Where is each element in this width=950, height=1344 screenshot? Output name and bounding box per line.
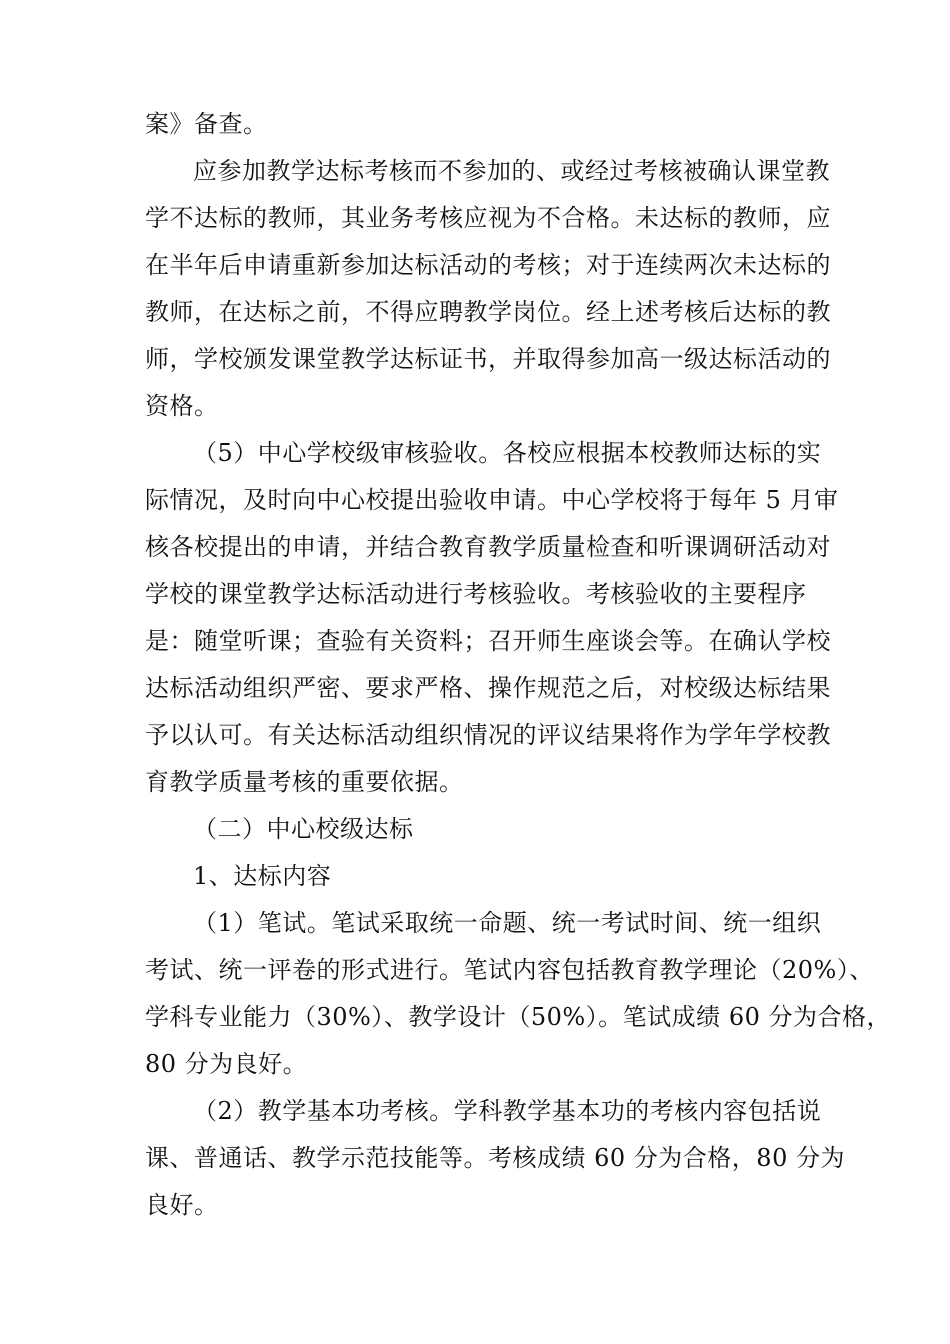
paragraph-first-line: （1）笔试。笔试采取统一命题、统一考试时间、统一组织: [193, 909, 822, 937]
paragraph-first-line: （5）中心学校级审核验收。各校应根据本校教师达标的实: [193, 439, 822, 467]
text-line: 课、普通话、教学示范技能等。考核成绩 60 分为合格，80 分为: [145, 1144, 845, 1172]
text-line: 80 分为良好。: [145, 1050, 308, 1078]
paragraph-first-line: 应参加教学达标考核而不参加的、或经过考核被确认课堂教: [193, 157, 830, 185]
text-line: 案》备查。: [145, 110, 268, 138]
text-line: 教师，在达标之前，不得应聘教学岗位。经上述考核后达标的教: [145, 298, 831, 326]
paragraph-first-line: （2）教学基本功考核。学科教学基本功的考核内容包括说: [193, 1097, 822, 1125]
text-line: 予以认可。有关达标活动组织情况的评议结果将作为学年学校教: [145, 721, 831, 749]
subsection-heading: 1、达标内容: [193, 862, 332, 890]
text-line: 良好。: [145, 1191, 219, 1219]
text-line: 师，学校颁发课堂教学达标证书，并取得参加高一级达标活动的: [145, 345, 831, 373]
text-line: 在半年后申请重新参加达标活动的考核；对于连续两次未达标的: [145, 251, 831, 279]
text-line: 核各校提出的申请，并结合教育教学质量检查和听课调研活动对: [145, 533, 831, 561]
text-line: 学科专业能力（30%）、教学设计（50%）。笔试成绩 60 分为合格，: [145, 1003, 891, 1031]
text-line: 达标活动组织严密、要求严格、操作规范之后，对校级达标结果: [145, 674, 831, 702]
text-line: 资格。: [145, 392, 219, 420]
text-line: 是：随堂听课；查验有关资料；召开师生座谈会等。在确认学校: [145, 627, 831, 655]
text-line: 学不达标的教师，其业务考核应视为不合格。未达标的教师，应: [145, 204, 831, 232]
text-line: 育教学质量考核的重要依据。: [145, 768, 464, 796]
text-line: 学校的课堂教学达标活动进行考核验收。考核验收的主要程序: [145, 580, 807, 608]
text-line: 际情况，及时向中心校提出验收申请。中心学校将于每年 5 月审: [145, 486, 839, 514]
section-heading: （二）中心校级达标: [193, 815, 414, 843]
text-line: 考试、统一评卷的形式进行。笔试内容包括教育教学理论（20%）、: [145, 956, 874, 984]
